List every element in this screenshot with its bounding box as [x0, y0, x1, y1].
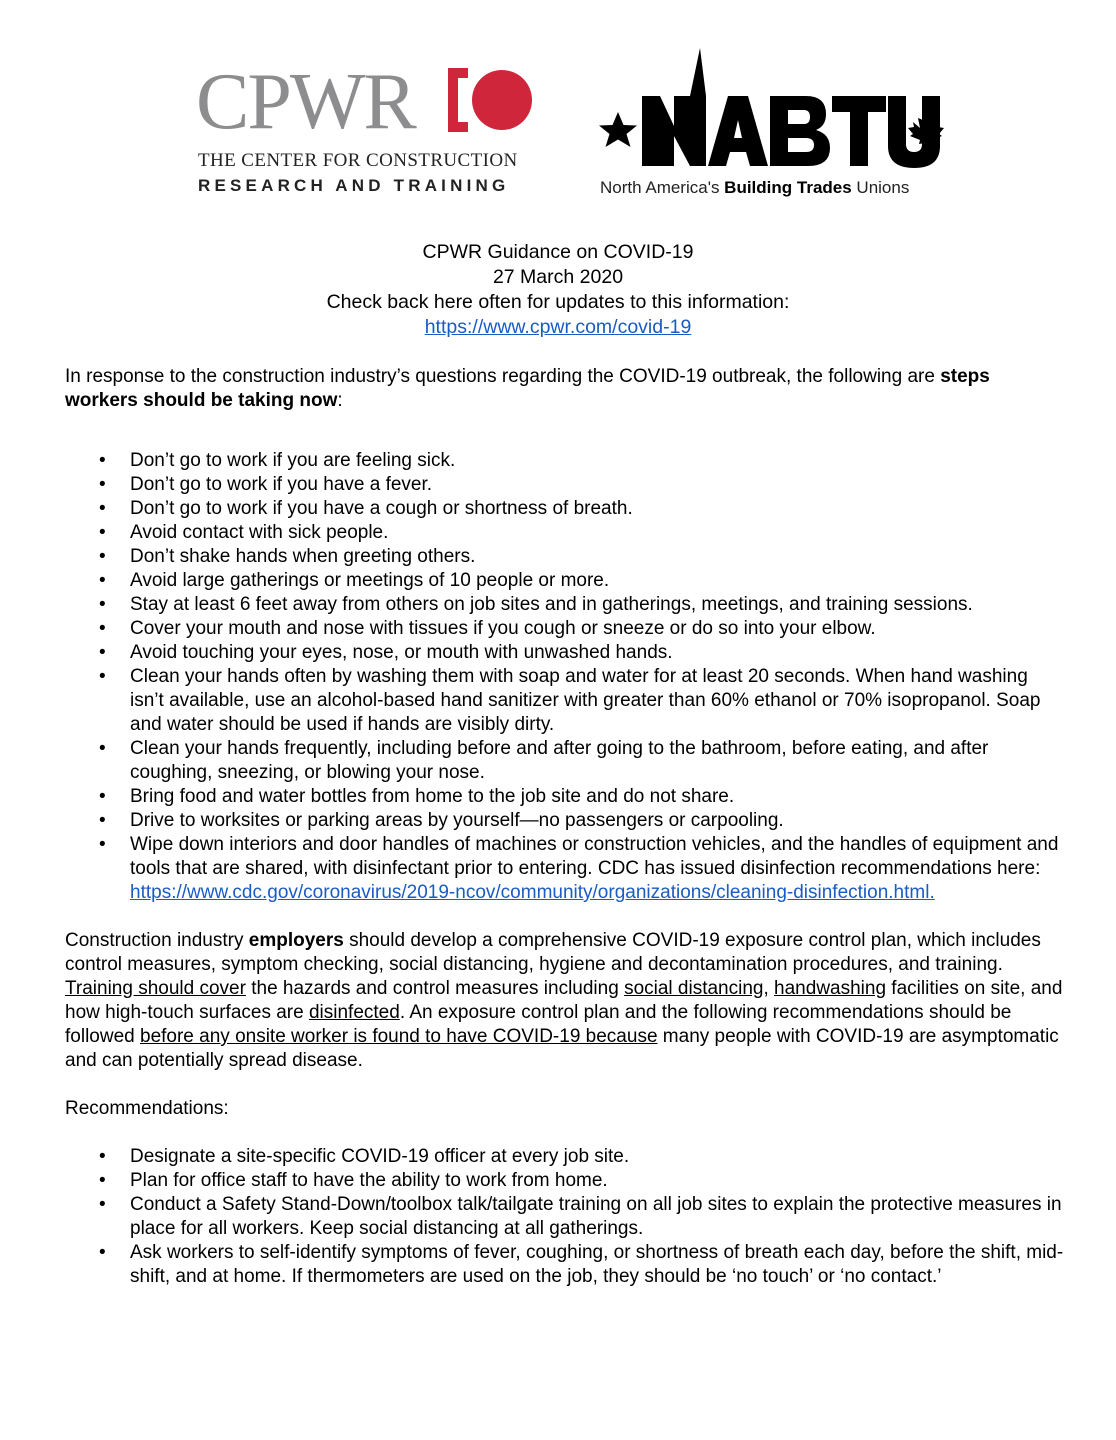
nabtu-wordmark-graphic — [594, 48, 954, 176]
document-date: 27 March 2020 — [492, 266, 624, 288]
employers-underline: disinfected — [308, 1002, 400, 1023]
recommendations-list — [65, 1145, 1065, 1289]
cpwr-tagline-2: RESEARCH AND TRAINING — [198, 176, 510, 195]
list-item — [65, 1145, 1065, 1169]
bullet-icon: • — [99, 594, 106, 615]
employers-text: many people with COVID-19 are asymptomatic and can potentially spread disease. — [65, 1026, 1059, 1071]
list-item — [65, 1169, 1065, 1193]
employers-underline: before any onsite worker is found to have COVID-19 because — [140, 1026, 658, 1047]
list-item-text: Don’t go to work if you are feeling sick. — [130, 450, 456, 471]
nabtu-logo — [594, 48, 954, 204]
list-item — [65, 1241, 1065, 1289]
update-note: Check back here often for updates to this information: — [326, 291, 790, 313]
list-item-text: Stay at least 6 feet away from others on job sites and in gatherings, meetings, and training sessions. — [130, 594, 973, 615]
list-item — [65, 545, 1065, 569]
recommendations-heading: Recommendations: — [65, 1098, 229, 1119]
star-icon — [599, 112, 637, 147]
bullet-icon: • — [99, 666, 106, 687]
cpwr-covid-link[interactable]: https://www.cpwr.com/covid-19 — [424, 316, 692, 338]
employers-text: . An exposure control plan and the following recommendations should be followed — [65, 1002, 1012, 1047]
bullet-icon: • — [99, 474, 106, 495]
cpwr-tagline-1: THE CENTER FOR CONSTRUCTION — [198, 150, 518, 171]
list-item — [65, 665, 1065, 737]
bullet-icon: • — [99, 546, 106, 567]
bullet-icon: • — [99, 1170, 106, 1191]
list-item-text: Avoid contact with sick people. — [130, 522, 389, 543]
employers-text: , — [763, 978, 775, 999]
list-item — [65, 785, 1065, 809]
list-item — [65, 593, 1065, 617]
bullet-icon: • — [99, 522, 106, 543]
list-item — [65, 641, 1065, 665]
cpwr-bracket-circle-icon — [446, 66, 534, 134]
employers-text: Construction industry — [65, 930, 249, 951]
employers-text: should develop a comprehensive COVID-19 exposure control plan, which includes control measures, symptom checking, social distancing, hygiene and decontamination procedures, and training. — [65, 930, 1041, 975]
cpwr-wordmark: CPWR — [196, 58, 415, 146]
worker-steps-list — [65, 449, 1065, 833]
bullet-icon: • — [99, 834, 106, 855]
nabtu-caption-pre: North America's — [600, 178, 725, 197]
list-item-text: Clean your hands often by washing them with soap and water for at least 20 seconds. When hand washing isn’t available, use an alcohol-based hand sanitizer with greater than 60% ethanol or 70% isopropanol. Soap and water should be used if hands are visibly dirty. — [130, 666, 1041, 735]
list-item-text: Don’t go to work if you have a fever. — [130, 474, 433, 495]
bullet-icon: • — [99, 642, 106, 663]
bullet-icon: • — [99, 1146, 106, 1167]
list-item — [65, 1193, 1065, 1241]
worker-steps-list-last — [65, 833, 1065, 905]
bullet-icon: • — [99, 1194, 106, 1215]
cpwr-logo — [196, 58, 546, 202]
intro-paragraph — [65, 365, 1065, 413]
list-item — [65, 809, 1065, 833]
list-item-text: Avoid touching your eyes, nose, or mouth with unwashed hands. — [130, 642, 673, 663]
maple-leaf-icon — [906, 110, 946, 154]
bullet-icon: • — [99, 786, 106, 807]
intro-text: In response to the construction industry’s questions regarding the COVID-19 outbreak, the following are — [65, 366, 941, 387]
list-item-text: Avoid large gatherings or meetings of 10 people or more. — [130, 570, 610, 591]
employers-text: the hazards and control measures including — [245, 978, 625, 999]
list-item-text: Plan for office staff to have the ability to work from home. — [130, 1170, 608, 1191]
list-item-text: Drive to worksites or parking areas by yourself—no passengers or carpooling. — [130, 810, 784, 831]
employers-underline: Training should cover — [65, 978, 246, 999]
list-item — [65, 617, 1065, 641]
employers-paragraph — [65, 929, 1065, 1073]
bullet-icon: • — [99, 618, 106, 639]
list-item-text: Wipe down interiors and door handles of machines or construction vehicles, and the handles of equipment and tools that are shared, with disinfectant prior to entering. CDC has issued disinfection recommendations here: — [130, 834, 1059, 879]
list-item-text: Conduct a Safety Stand-Down/toolbox talk/tailgate training on all job sites to explain the protective measures in place for all workers. Keep social distancing at all gatherings. — [130, 1194, 1062, 1239]
list-item-text: Designate a site-specific COVID-19 officer at every job site. — [130, 1146, 630, 1167]
list-item — [65, 497, 1065, 521]
document-header — [0, 240, 1116, 340]
intro-bold: steps workers should be taking now — [65, 366, 990, 411]
bullet-icon: • — [99, 1242, 106, 1263]
bullet-icon: • — [99, 810, 106, 831]
document-title: CPWR Guidance on COVID-19 — [422, 241, 694, 263]
employers-bold: employers — [248, 930, 344, 951]
nabtu-caption — [600, 178, 909, 198]
list-item — [65, 521, 1065, 545]
bullet-icon: • — [99, 450, 106, 471]
list-item — [65, 737, 1065, 785]
list-item — [65, 473, 1065, 497]
bullet-icon: • — [99, 498, 106, 519]
list-item-text: Don’t go to work if you have a cough or shortness of breath. — [130, 498, 633, 519]
list-item-text: Clean your hands frequently, including before and after going to the bathroom, before eating, and after coughing, sneezing, or blowing your nose. — [130, 738, 989, 783]
employers-underline: handwashing — [774, 978, 887, 999]
list-item — [65, 449, 1065, 473]
document-body — [65, 365, 1065, 1289]
employers-underline: social distancing — [624, 978, 764, 999]
bullet-icon: • — [99, 738, 106, 759]
nabtu-caption-post: Unions — [851, 178, 910, 197]
list-item-text: Cover your mouth and nose with tissues if you cough or sneeze or do so into your elbow. — [130, 618, 876, 639]
list-item-text: Bring food and water bottles from home to the job site and do not share. — [130, 786, 735, 807]
list-item — [65, 833, 1065, 905]
list-item-text: Don’t shake hands when greeting others. — [130, 546, 476, 567]
bullet-icon: • — [99, 570, 106, 591]
employers-text: facilities on site, and how high-touch surfaces are — [65, 978, 1063, 1023]
nabtu-caption-bold: Building Trades — [724, 178, 852, 197]
cdc-disinfection-link[interactable]: https://www.cdc.gov/coronavirus/2019-ncov/community/organizations/cleaning-disinfection.html. — [130, 882, 935, 903]
intro-colon: : — [337, 390, 343, 411]
list-item-text: Ask workers to self-identify symptoms of fever, coughing, or shortness of breath each day, before the shift, mid-shift, and at home. If thermometers are used on the job, they should be ‘no touch’ or ‘no contact.’ — [130, 1242, 1064, 1287]
list-item — [65, 569, 1065, 593]
